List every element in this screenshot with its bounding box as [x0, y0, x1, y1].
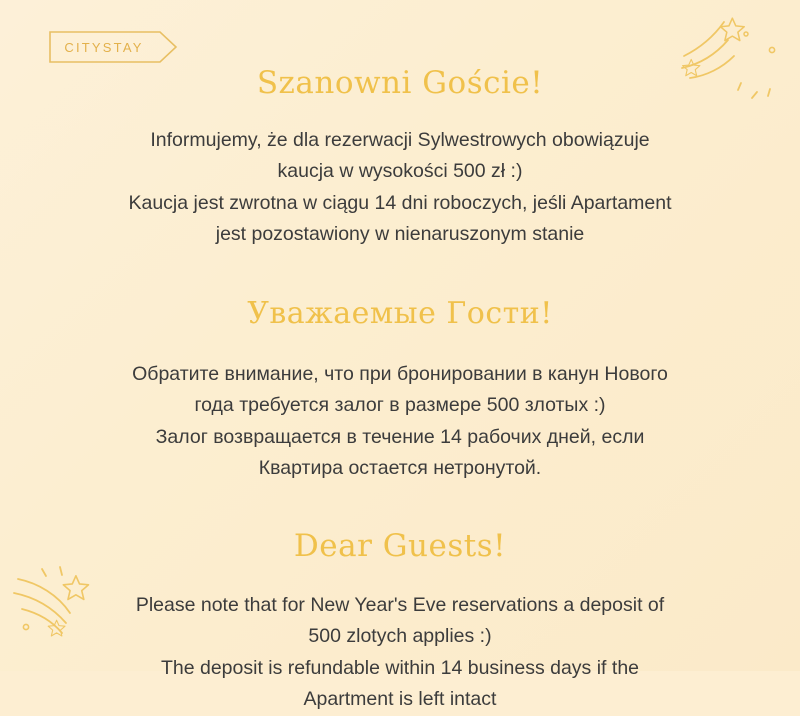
section-polish [46, 64, 754, 251]
heading-english: Dear Guests! [293, 527, 507, 564]
text-line: Informujemy, że dla rezerwacji Sylwestrowych obowiązuje [150, 128, 650, 151]
logo-text: CITYSTAY [64, 39, 144, 55]
text-line: Please note that for New Year's Eve reservations a deposit of [135, 593, 665, 616]
heading-russian: Уважаемые Гости! [247, 296, 553, 332]
text-line: Квартира остается нетронутой. [258, 457, 542, 480]
text-line: Обратите внимание, что при бронировании в канун Нового [132, 362, 668, 385]
section-russian [46, 295, 754, 485]
text-line: The deposit is refundable within 14 business days if the [160, 656, 640, 679]
text-line: Залог возвращается в течение 14 рабочих дней, если [155, 425, 645, 448]
text-line: Kaucja jest zwrotna w ciągu 14 dni roboczych, jeśli Apartament [128, 191, 672, 214]
body-english [46, 590, 754, 716]
text-line: jest pozostawiony w nienaruszonym stanie [215, 223, 585, 246]
text-line: kaucja w wysokości 500 zł :) [277, 160, 523, 183]
body-polish [46, 125, 754, 251]
text-line: года требуется залог в размере 500 злотых :) [194, 394, 606, 417]
body-russian [46, 359, 754, 485]
text-line: Apartment is left intact [303, 688, 497, 711]
text-line: 500 zlotych applies :) [308, 625, 492, 648]
section-english [46, 527, 754, 716]
heading-polish: Szanowni Goście! [256, 65, 544, 101]
